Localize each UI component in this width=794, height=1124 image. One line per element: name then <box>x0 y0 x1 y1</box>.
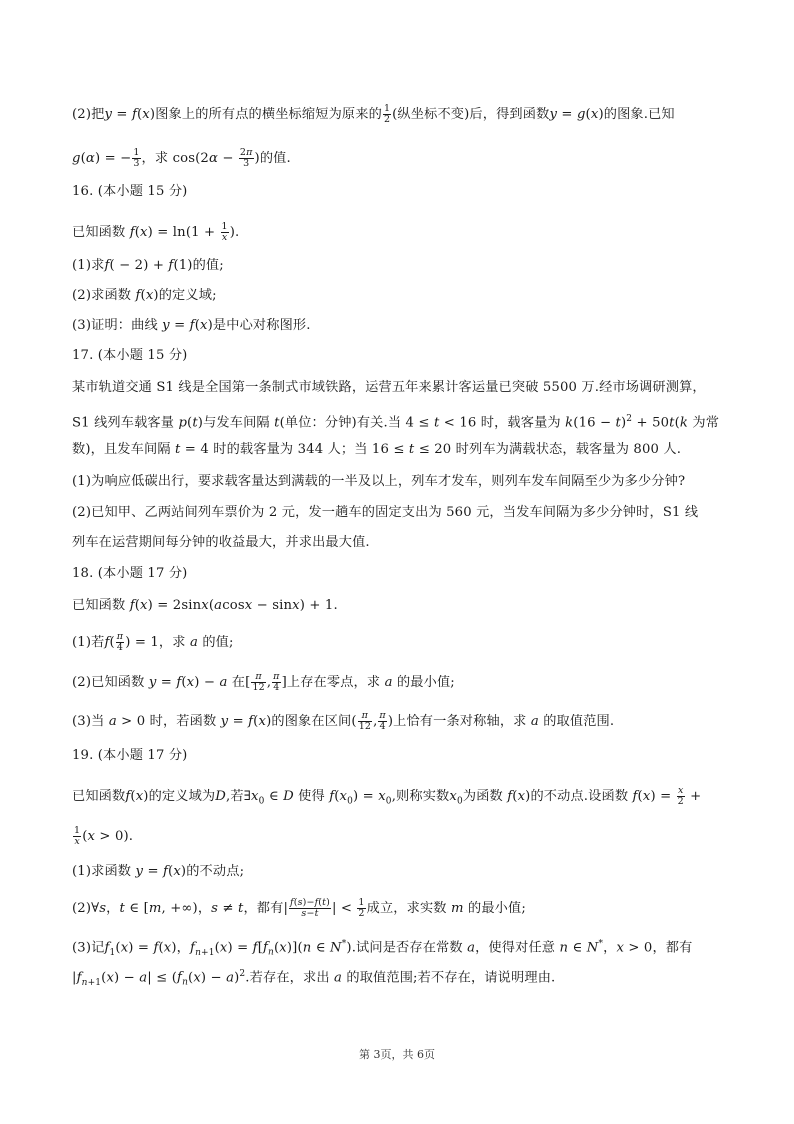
q17-line3: 数)，且发车间隔 t = 4 时的载客量为 344 人；当 16 ≤ t ≤ 20 时列车为满载状态，载客量为 800 人. <box>72 442 682 457</box>
q16-part1: (1)求f( − 2) + f(1)的值; <box>72 258 224 273</box>
text: 已知函数 <box>72 225 126 240</box>
text: 的定义域; <box>158 288 217 303</box>
text: (3)当 <box>72 714 105 729</box>
fraction: $\frac{1}{2}$ <box>358 897 365 919</box>
fraction: $\frac{2\pi}{3}$ <box>239 147 253 169</box>
text: (1)求函数 <box>72 864 132 879</box>
text: ，都有 <box>652 940 693 956</box>
text: (1)求 <box>72 258 105 273</box>
q19-part1: (1)求函数 y = f(x)的不动点; <box>72 864 245 879</box>
text: 的最小值; <box>468 901 526 916</box>
q19-heading: 19. (本小题 17 分) <box>72 748 188 763</box>
q17-line1: 某市轨道交通 S1 线是全国第一条制式市域铁路，运营五年来累计客运量已突破 5500 万.经市场调研测算， <box>72 380 706 395</box>
text: .试问是否存在常数 <box>351 940 463 956</box>
text: 的不动点; <box>186 864 245 879</box>
text: (1)若 <box>72 635 105 650</box>
q17-part1: (1)为响应低碳出行，要求载客量达到满载的一半及以上，列车才发车，则列车发车间隔至少为多少分钟? <box>72 474 686 489</box>
text: .若存在，求出 <box>245 970 330 986</box>
text: S1 线列车载客量 <box>72 415 175 431</box>
q17-part2-line1: (2)已知甲、乙两站间列车票价为 2 元，发一趟车的固定支出为 560 元，当发车间隔为多少分钟时，S1 线 <box>72 505 699 520</box>
text: 的图象在区间 <box>271 714 352 729</box>
text: (单位：分钟)有关.当 <box>279 415 402 431</box>
q17-line2: S1 线列车载客量 p(t)与发车间隔 t(单位：分钟)有关.当 4 ≤ t < 16 时，载客量为 $k(16 - t)^2 + 50t(k$ 为常 <box>72 414 720 431</box>
fraction: $\frac{1}{2}$ <box>383 103 391 125</box>
text: 已知函数 <box>72 789 126 804</box>
q19-part3-line1: (3)记$f_1(x) = f(x)$，$f_{n+1}(x) = f[f_n(x)](n$ ∈ N*).试问是否存在常数 a，使得对任意 n ∈ N*，x > 0，都有 <box>72 939 693 959</box>
q15-part2-line1: (2)把y = f(x)图象上的所有点的横坐标缩短为原来的 $\frac{1}{2}$ (纵坐标不变)后，得到函数y = g(x)的图象.已知 <box>72 103 675 125</box>
text: 时列车为满载状态，载客量为 800 人. <box>455 442 682 457</box>
page-footer: 第 3页，共 6页 <box>359 1048 435 1061</box>
text: 时，若函数 <box>149 714 217 729</box>
text: 若 <box>230 789 244 804</box>
q16-heading: 16. (本小题 15 分) <box>72 184 188 199</box>
text: ，使得对任意 <box>475 940 556 956</box>
text: 的图象.已知 <box>603 107 675 122</box>
text: 图象上的所有点的横坐标缩短为原来的 <box>155 107 382 122</box>
fraction: $\frac{1}{x}$ <box>221 221 228 243</box>
text: 的值; <box>202 635 234 650</box>
text: 为函数 <box>462 789 503 804</box>
text: 的取值范围;若不存在，请说明理由. <box>346 970 556 986</box>
text: (2) <box>72 901 92 916</box>
q18-part1: (1)若f( $\frac{\pi}{4}$ ) = 1，求 a 的值; <box>72 631 234 653</box>
text: 则称实数 <box>396 789 450 804</box>
text: 的不动点.设函数 <box>530 789 629 804</box>
text: (3)记 <box>72 940 105 956</box>
text: (2)已知函数 <box>72 675 145 690</box>
text: 成立，求实数 <box>366 901 447 916</box>
text: 上恰有一条对称轴，求 <box>393 714 527 729</box>
fraction: $\frac{\pi}{4}$ <box>273 671 280 693</box>
text: ，求 <box>158 635 186 650</box>
text: 时的载客量为 344 人；当 <box>213 442 368 457</box>
fraction: $\frac{1}{x}$ <box>74 825 81 847</box>
q19-part2: (2)∀s，t ∈ [m, +∞)，s ≠ t，都有| $\frac{f(s)-f(t)}{s-t}$ | < $\frac{1}{2}$ 成立，求实数 m 的最小值; <box>72 897 526 919</box>
q18-heading: 18. (本小题 17 分) <box>72 566 188 581</box>
fraction: $\frac{\pi}{4}$ <box>116 631 124 653</box>
fraction: $\frac{f(s)-f(t)}{s-t}$ <box>290 897 330 919</box>
text: 的值; <box>192 258 224 273</box>
q19-part3-line2: $|f_{n+1}(x) - a| \le (f_n(x) - a)^2$.若存在，求出 a 的取值范围;若不存在，请说明理由. <box>72 969 556 989</box>
text: 的定义域为 <box>148 789 216 804</box>
text: 为常 <box>692 415 720 431</box>
fraction: $\frac{\pi}{12}$ <box>252 671 265 693</box>
text: 是中心对称图形. <box>212 318 311 333</box>
q16-given: 已知函数 f(x) = ln(1 + $\frac{1}{x}$ ). <box>72 221 240 243</box>
text: 已知函数 <box>72 598 126 613</box>
text: 与发车间隔 <box>203 415 270 431</box>
q15-part2-line2: g(α) = − $\frac{1}{3}$ ，求 cos(2α − $\frac{2\pi}{3}$ )的值. <box>72 147 291 169</box>
q16-part2: (2)求函数 f(x)的定义域; <box>72 288 217 303</box>
text: (2)求函数 <box>72 288 132 303</box>
fraction: $\frac{1}{3}$ <box>133 147 140 169</box>
q17-heading: 17. (本小题 15 分) <box>72 348 188 363</box>
fraction: $\frac{\pi}{12}$ <box>358 710 372 732</box>
q18-given: 已知函数 f(x) = 2sinx(acosx − sinx) + 1. <box>72 598 338 613</box>
text: 上存在零点，求 <box>286 675 381 690</box>
q19-line2: $\frac{1}{x}$ (x > 0). <box>74 825 134 847</box>
text: (2)把 <box>72 107 105 122</box>
fraction: $\frac{x}{2}$ <box>677 785 684 807</box>
q18-part2: (2)已知函数 y = f(x) − a 在[ $\frac{\pi}{12}$ , $\frac{\pi}{4}$ ]上存在零点，求 a 的最小值; <box>72 671 455 693</box>
text: 使得 <box>298 789 325 804</box>
text: 数)，且发车间隔 <box>72 442 171 457</box>
text: ，都有 <box>243 901 284 916</box>
text: 时，载客量为 <box>480 415 561 431</box>
q18-part3: (3)当 a > 0 时，若函数 y = f(x)的图象在区间( $\frac{\pi}{12}$ , $\frac{\pi}{4}$ )上恰有一条对称轴，求 a 的取值范围. <box>72 710 615 732</box>
text: 的值. <box>259 151 291 166</box>
text: 在 <box>231 675 246 690</box>
q16-part3: (3)证明：曲线 y = f(x)是中心对称图形. <box>72 318 311 333</box>
text: (纵坐标不变)后，得到函数 <box>392 107 550 122</box>
fraction: $\frac{\pi}{4}$ <box>379 710 386 732</box>
q19-line1: 已知函数f(x)的定义域为D,若$\exists x_0$ ∈ D 使得 $f(x_0) = x_0$,则称实数$x_0$为函数 f(x)的不动点.设函数 f(x) = $\frac{x}{2}$ + <box>72 785 702 807</box>
text: 的取值范围. <box>543 714 615 729</box>
text: 的最小值; <box>396 675 455 690</box>
q17-part2-line2: 列车在运营期间每分钟的收益最大，并求出最大值. <box>72 535 370 550</box>
text: (3)证明：曲线 <box>72 318 158 333</box>
text: ，求 <box>141 151 169 166</box>
